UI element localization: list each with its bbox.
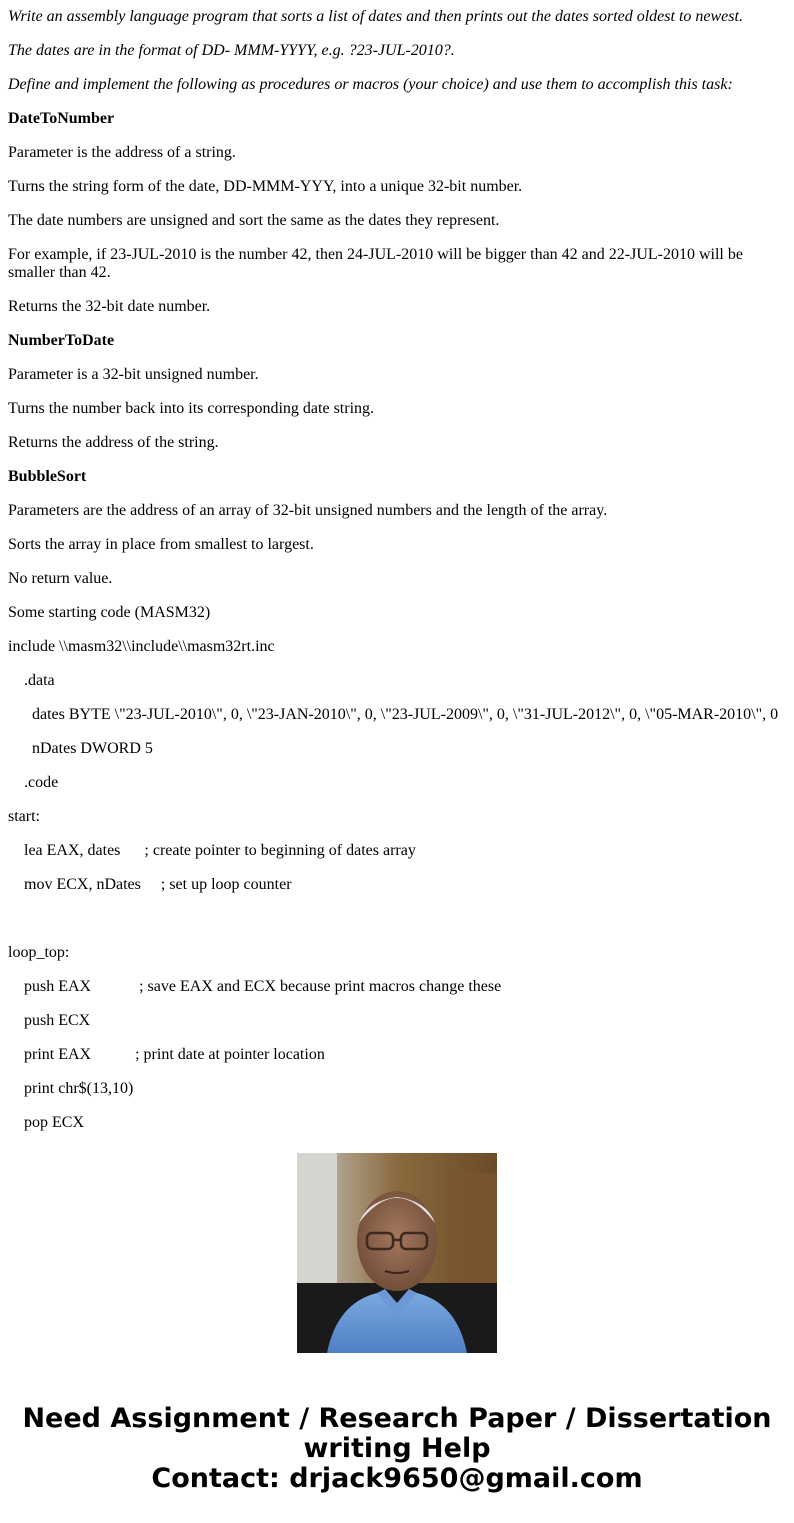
promo-line-1: Need Assignment / Research Paper / Dissertation	[22, 1403, 772, 1434]
code-include-line: include \\masm32\\include\\masm32rt.inc	[8, 638, 275, 655]
code-ndates-line: nDates DWORD 5	[32, 740, 153, 757]
promo-contact-line: Contact: drjack9650@gmail.com	[151, 1463, 643, 1494]
intro-line-1: Write an assembly language program that sorts a list of dates and then prints out the dates sorted oldest to newest.	[8, 8, 743, 25]
code-blank-line	[8, 910, 792, 928]
date-to-number-line: Returns the 32-bit date number.	[8, 298, 211, 315]
date-to-number-line: Turns the string form of the date, DD-MMM-YYY, into a unique 32-bit number.	[8, 178, 523, 195]
code-code-directive: .code	[24, 774, 59, 791]
bubble-sort-line: Sorts the array in place from smallest to largest.	[8, 536, 314, 553]
number-to-date-line: Returns the address of the string.	[8, 434, 219, 451]
intro-line-3: Define and implement the following as procedures or macros (your choice) and use them to accomplish this task:	[8, 76, 733, 93]
code-push-ecx-line: push ECX	[24, 1012, 91, 1029]
heading-date-to-number: DateToNumber	[8, 110, 115, 127]
code-lea-line: lea EAX, dates ; create pointer to beginning of dates array	[24, 842, 416, 859]
code-mov-line: mov ECX, nDates ; set up loop counter	[24, 876, 292, 893]
code-print-chr-line: print chr$(13,10)	[24, 1080, 134, 1097]
date-to-number-line: Parameter is the address of a string.	[8, 144, 236, 161]
code-dates-line: dates BYTE \"23-JUL-2010\", 0, \"23-JAN-2010\", 0, \"23-JUL-2009\", 0, \"31-JUL-2012\", 0, \"05-MAR-2010\", 0	[32, 706, 779, 723]
promo-line-2: writing Help	[303, 1433, 491, 1464]
date-to-number-line: For example, if 23-JUL-2010 is the number 42, then 24-JUL-2010 will be bigger than 42 and 22-JUL-2010 will be smaller than 42.	[8, 246, 743, 281]
code-label: Some starting code (MASM32)	[8, 604, 211, 621]
code-print-eax-line: print EAX ; print date at pointer location	[24, 1046, 325, 1063]
profile-photo	[297, 1153, 497, 1353]
heading-bubble-sort: BubbleSort	[8, 468, 87, 485]
intro-line-2: The dates are in the format of DD- MMM-YYYY, e.g. ?23-JUL-2010?.	[8, 42, 455, 59]
number-to-date-line: Parameter is a 32-bit unsigned number.	[8, 366, 259, 383]
heading-number-to-date: NumberToDate	[8, 332, 115, 349]
profile-photo-icon	[297, 1153, 497, 1353]
code-data-directive: .data	[24, 672, 55, 689]
code-pop-ecx-line: pop ECX	[24, 1114, 84, 1131]
number-to-date-line: Turns the number back into its corresponding date string.	[8, 400, 375, 417]
promo-banner	[0, 1404, 794, 1494]
code-start-label: start:	[8, 808, 40, 825]
assignment-document	[8, 8, 792, 1131]
code-loop-label: loop_top:	[8, 944, 70, 961]
bubble-sort-line: No return value.	[8, 570, 113, 587]
date-to-number-line: The date numbers are unsigned and sort the same as the dates they represent.	[8, 212, 500, 229]
code-push-eax-line: push EAX ; save EAX and ECX because print macros change these	[24, 978, 502, 995]
bubble-sort-line: Parameters are the address of an array of 32-bit unsigned numbers and the length of the array.	[8, 502, 608, 519]
